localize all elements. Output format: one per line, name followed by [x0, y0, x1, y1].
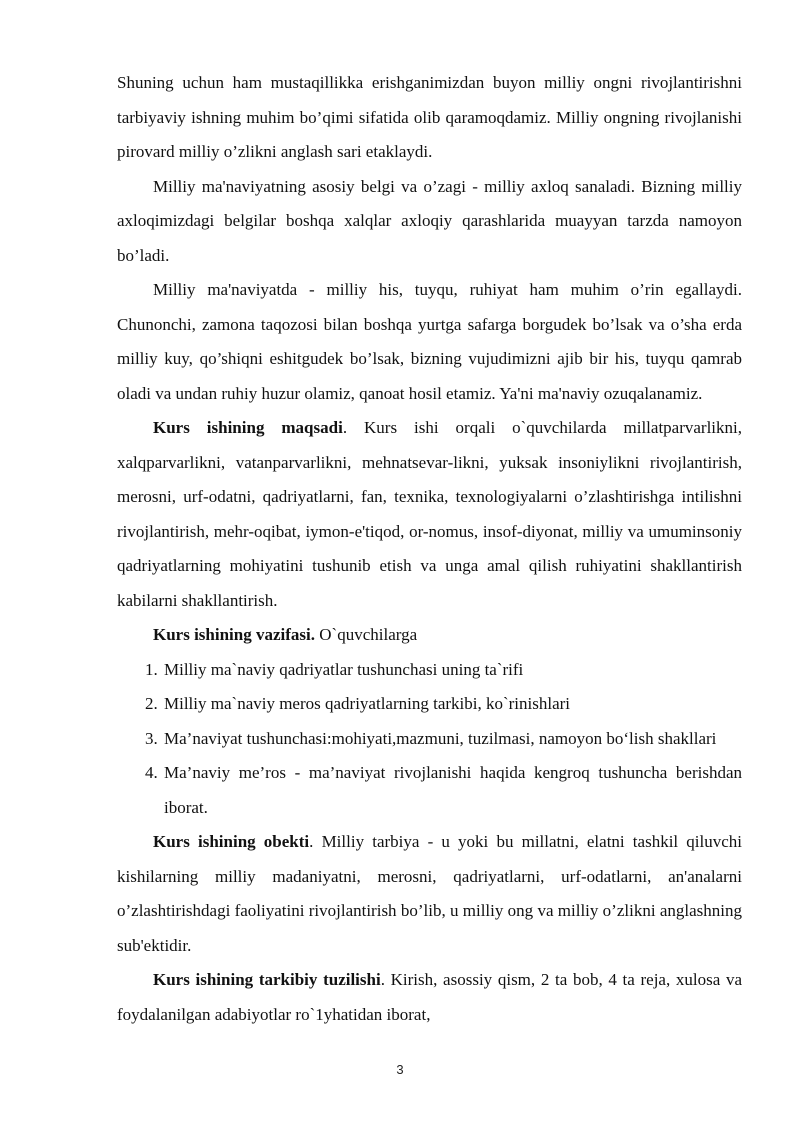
paragraph-obekt: [117, 825, 742, 963]
text-tuzilish: . Kirish, asossiy qism, 2 ta bob, 4 ta reja, xulosa va foydalanilgan adabiyotlar ro`1yhatidan iborat,: [117, 970, 742, 1024]
paragraph-ruhiyat: Milliy ma'naviyatda - milliy his, tuyqu, ruhiyat ham muhim o’rin egallaydi. Chunonchi, zamona taqozosi bilan boshqa yurtga safarga borgudek bo’lsak va o’sha erda milliy kuy, qo’shiqni eshitgudek bo’lsak, bizning vujudimizni ajib bir his, tuyqu qamrab oladi va undan ruhiy huzur olamiz, qanoat hosil etamiz. Ya'ni ma'naviy ozuqalanamiz.: [117, 280, 742, 403]
text-obekt: . Milliy tarbiya - u yoki bu millatni, elatni tashkil qiluvchi kishilarning milliy madaniyatni, merosni, qadriyatlarni, urf-odatlarni, an'analarni o’zlashtirishdagi faoliyatini rivojlantirish bo’lib, u milliy ong va milliy o’zlikni anglashning sub'ektidir.: [117, 832, 743, 955]
list-item: 1. Milliy ma`naviy qadriyatlar tushunchasi uning ta`rifi: [162, 653, 742, 688]
page-number: 3: [396, 1062, 404, 1077]
paragraph-vazifa: [117, 618, 742, 653]
document-body: [117, 66, 742, 1032]
list-item: 4. Ma’naviy me’ros - ma’naviyat rivojlanishi haqida kengroq tushuncha berishdan iborat.: [162, 756, 742, 825]
paragraph-axloq: Milliy ma'naviyatning asosiy belgi va o’zagi - milliy axloq sanaladi. Bizning milliy axloqimizdagi belgilar boshqa xalqlar axloqiy qarashlarida muayyan tarzda namoyon bo’ladi.: [117, 176, 742, 265]
heading-obekt: Kurs ishining obekti: [153, 832, 310, 851]
text-maqsad: . Kurs ishi orqali o`quvchilarda millatparvarlikni, xalqparvarlikni, vatanparvarlikni, mehnatsevar-likni, yuksak insoniylikni rivojlantirish, merosni, urf-odatni, qadriyatlarni, fan, texnika, texnologiyalarni o’zlashtirishga intilishni rivojlantirish, mehr-oqibat, iymon-e'tiqod, or-nomus, insof-diyonat, milliy va umuminsoniy qadriyatlarning mohiyatini tushunib etish va unga amal qilish ruhiyatini shakllantirish kabilarni shakllantirish.: [117, 418, 742, 610]
heading-maqsad: Kurs ishining maqsadi: [153, 418, 343, 437]
heading-vazifa: Kurs ishining vazifasi.: [153, 625, 316, 644]
list-item: 2. Milliy ma`naviy meros qadriyatlarning tarkibi, ko`rinishlari: [162, 687, 742, 722]
paragraph-tuzilish: [117, 963, 742, 1032]
paragraph-intro: Shuning uchun ham mustaqillikka erishganimizdan buyon milliy ongni rivojlantirishni tarbiyaviy ishning muhim bo’qimi sifatida olib qaramoqdamiz. Milliy ongning rivojlanishi pirovard milliy o’zlikni anglash sari etaklaydi.: [117, 73, 742, 161]
paragraph-maqsad: [117, 411, 742, 618]
text-vazifa: O`quvchilarga: [315, 625, 418, 644]
heading-tuzilish: Kurs ishining tarkibiy tuzilishi: [153, 970, 381, 989]
list-item: 3. Ma’naviyat tushunchasi:mohiyati,mazmuni, tuzilmasi, namoyon bo‘lish shakllari: [162, 722, 742, 757]
task-list: [117, 653, 742, 826]
